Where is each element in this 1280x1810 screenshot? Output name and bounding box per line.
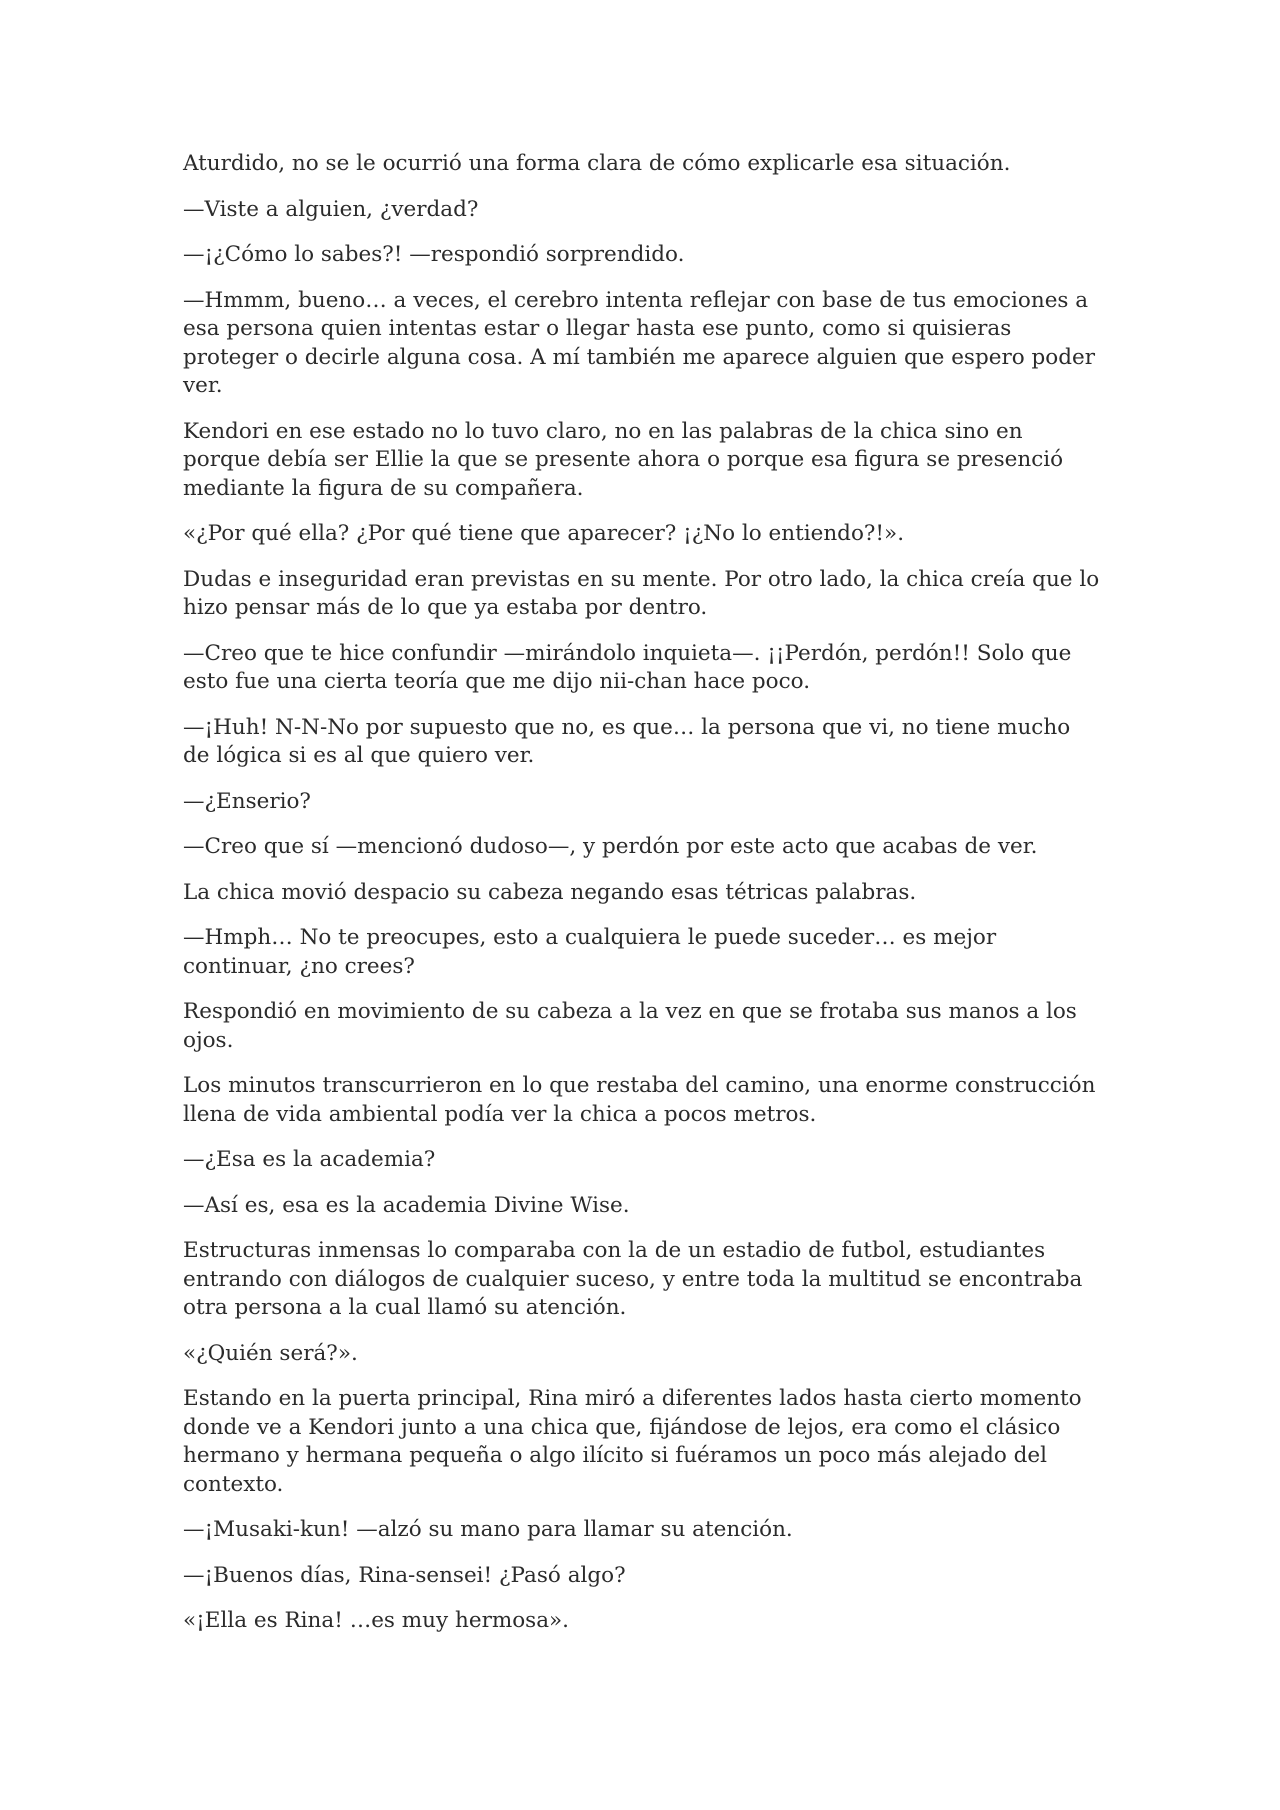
- paragraph: «¿Por qué ella? ¿Por qué tiene que aparecer? ¡¿No lo entiendo?!».: [183, 521, 905, 546]
- paragraph: —Hmph… No te preocupes, esto a cualquiera le puede suceder… es mejor continuar, ¿no crees?: [183, 925, 997, 979]
- paragraph: Dudas e inseguridad eran previstas en su mente. Por otro lado, la chica creía que lo hizo pensar más de lo que ya estaba por dentro.: [183, 566, 1100, 620]
- paragraph: —¡Huh! N-N-No por supuesto que no, es que… la persona que vi, no tiene mucho de lógica si es al que quiero ver.: [183, 714, 1071, 768]
- paragraph: Respondió en movimiento de su cabeza a la vez en que se frotaba sus manos a los ojos.: [183, 999, 1077, 1053]
- paragraph: La chica movió despacio su cabeza negando esas tétricas palabras.: [183, 879, 917, 905]
- paragraph: —¿Enserio?: [183, 788, 311, 814]
- paragraph: Estructuras inmensas lo comparaba con la de un estadio de futbol, estudiantes entrando con diálogos de cualquier suceso, y entre toda la multitud se encontraba otra persona a la cual llamó su atención.: [183, 1238, 1083, 1320]
- paragraph: Los minutos transcurrieron en lo que restaba del camino, una enorme construcción llena de vida ambiental podía ver la chica a pocos metros.: [183, 1073, 1096, 1127]
- paragraph: —Viste a alguien, ¿verdad?: [183, 196, 479, 222]
- paragraph: —¡Musaki-kun! —alzó su mano para llamar su atención.: [183, 1517, 793, 1542]
- paragraph: —Creo que te hice confundir —mirándolo inquieta—. ¡¡Perdón, perdón!! Solo que esto fue una cierta teoría que me dijo nii-chan hace poco.: [183, 640, 1072, 694]
- paragraph: «¡Ella es Rina! …es muy hermosa».: [183, 1608, 570, 1633]
- paragraph: —Creo que sí —mencionó dudoso—, y perdón por este acto que acabas de ver.: [183, 834, 1038, 859]
- paragraph: —Hmmm, bueno… a veces, el cerebro intenta reflejar con base de tus emociones a esa persona quien intentas estar o llegar hasta ese punto, como si quisieras proteger o decirle alguna cosa. A mí también me aparece alguien que espero poder ver.: [183, 287, 1095, 398]
- paragraph: —¡¿Cómo lo sabes?! —respondió sorprendido.: [183, 242, 685, 267]
- paragraph: Kendori en ese estado no lo tuvo claro, no en las palabras de la chica sino en porque debía ser Ellie la que se presente ahora o porque esa figura se presenció mediante la figura de su compañera.: [183, 418, 1064, 501]
- body-text: [183, 150, 1103, 1653]
- paragraph: «¿Quién será?».: [183, 1340, 358, 1366]
- paragraph: —Así es, esa es la academia Divine Wise.: [183, 1192, 630, 1218]
- paragraph: —¡Buenos días, Rina-sensei! ¿Pasó algo?: [183, 1562, 626, 1588]
- paragraph: Aturdido, no se le ocurrió una forma clara de cómo explicarle esa situación.: [183, 151, 1011, 176]
- paragraph: —¿Esa es la academia?: [183, 1147, 436, 1172]
- paragraph: Estando en la puerta principal, Rina miró a diferentes lados hasta cierto momento donde ve a Kendori junto a una chica que, fijándose de lejos, era como el clásico hermano y hermana pequeña o algo ilícito si fuéramos un poco más alejado del contexto.: [183, 1386, 1082, 1497]
